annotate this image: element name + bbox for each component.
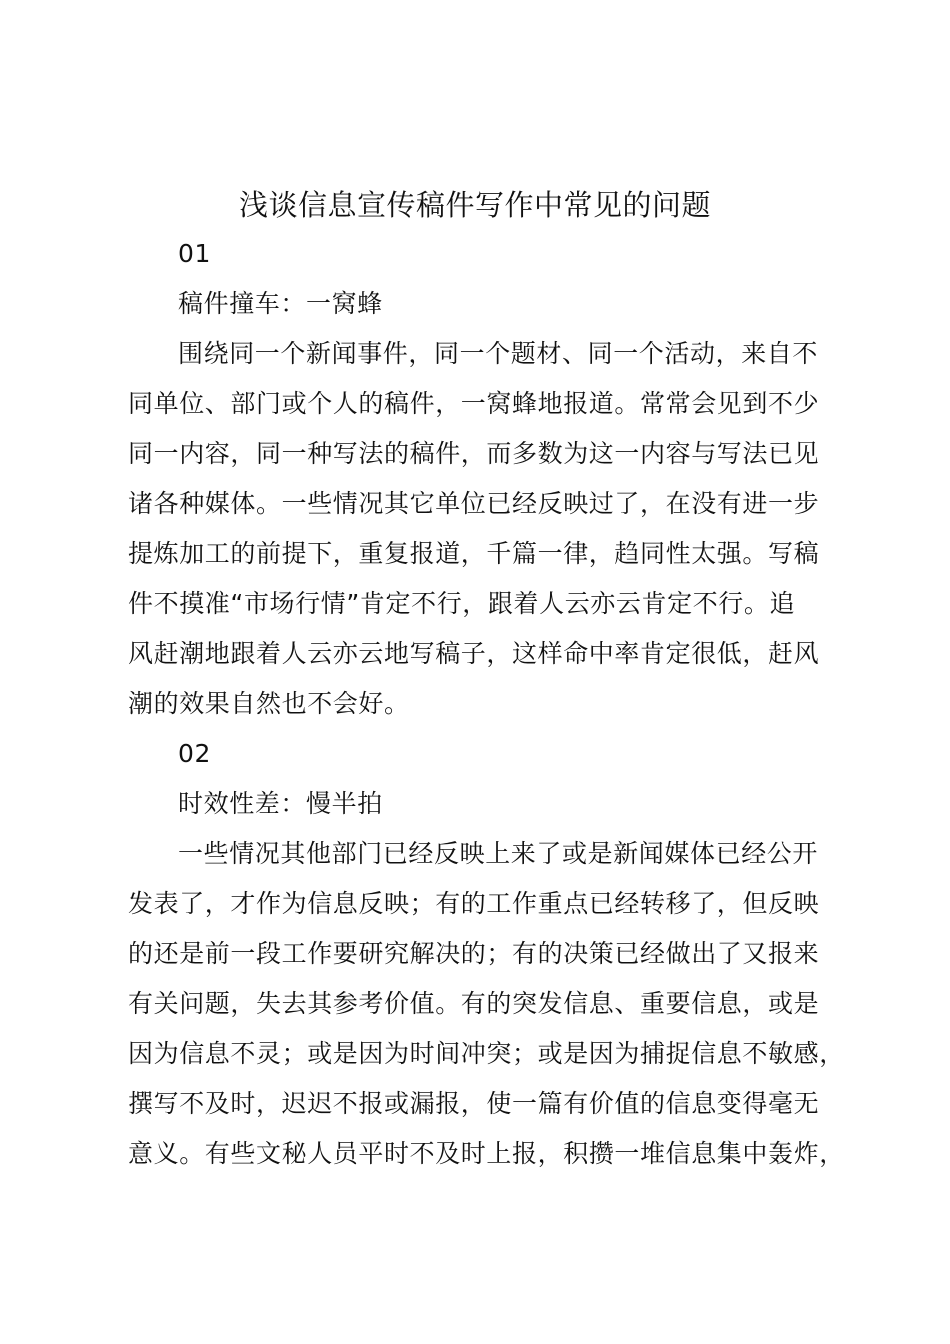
section-heading: 时效性差：慢半拍 [178,789,383,818]
paragraph-line: 一些情况其他部门已经反映上来了或是新闻媒体已经公开 [178,839,819,868]
paragraph-line: 同单位、部门或个人的稿件，一窝蜂地报道。常常会见到不少 [128,389,820,418]
section-heading: 稿件撞车：一窝蜂 [178,289,383,318]
paragraph-line: 的还是前一段工作要研究解决的；有的决策已经做出了又报来 [128,939,820,968]
paragraph-line: 提炼加工的前提下，重复报道，千篇一律，趋同性太强。写稿 [128,539,820,568]
section-number: 02 [178,739,212,768]
paragraph-line: 诸各种媒体。一些情况其它单位已经反映过了，在没有进一步 [128,489,820,518]
paragraph-line: 同一内容，同一种写法的稿件，而多数为这一内容与写法已见 [128,439,820,468]
paragraph-line: 发表了，才作为信息反映；有的工作重点已经转移了，但反映 [128,889,820,918]
document-title: 浅谈信息宣传稿件写作中常见的问题 [238,188,711,222]
paragraph-line: 潮的效果自然也不会好。 [128,689,410,718]
paragraph-line: 因为信息不灵；或是因为时间冲突；或是因为捕捉信息不敏感， [128,1039,845,1068]
paragraph-line: 风赶潮地跟着人云亦云地写稿子，这样命中率肯定很低，赶风 [128,639,820,668]
paragraph-line: 围绕同一个新闻事件，同一个题材、同一个活动，来自不 [178,339,819,368]
section-number: 01 [178,239,212,268]
paragraph-line: 有关问题，失去其参考价值。有的突发信息、重要信息，或是 [128,989,820,1018]
paragraph-line: 意义。有些文秘人员平时不及时上报，积攒一堆信息集中轰炸， [128,1139,845,1168]
paragraph-line: 撰写不及时，迟迟不报或漏报，使一篇有价值的信息变得毫无 [128,1089,820,1118]
paragraph-line: 件不摸准“市场行情”肯定不行，跟着人云亦云肯定不行。追 [128,589,796,618]
